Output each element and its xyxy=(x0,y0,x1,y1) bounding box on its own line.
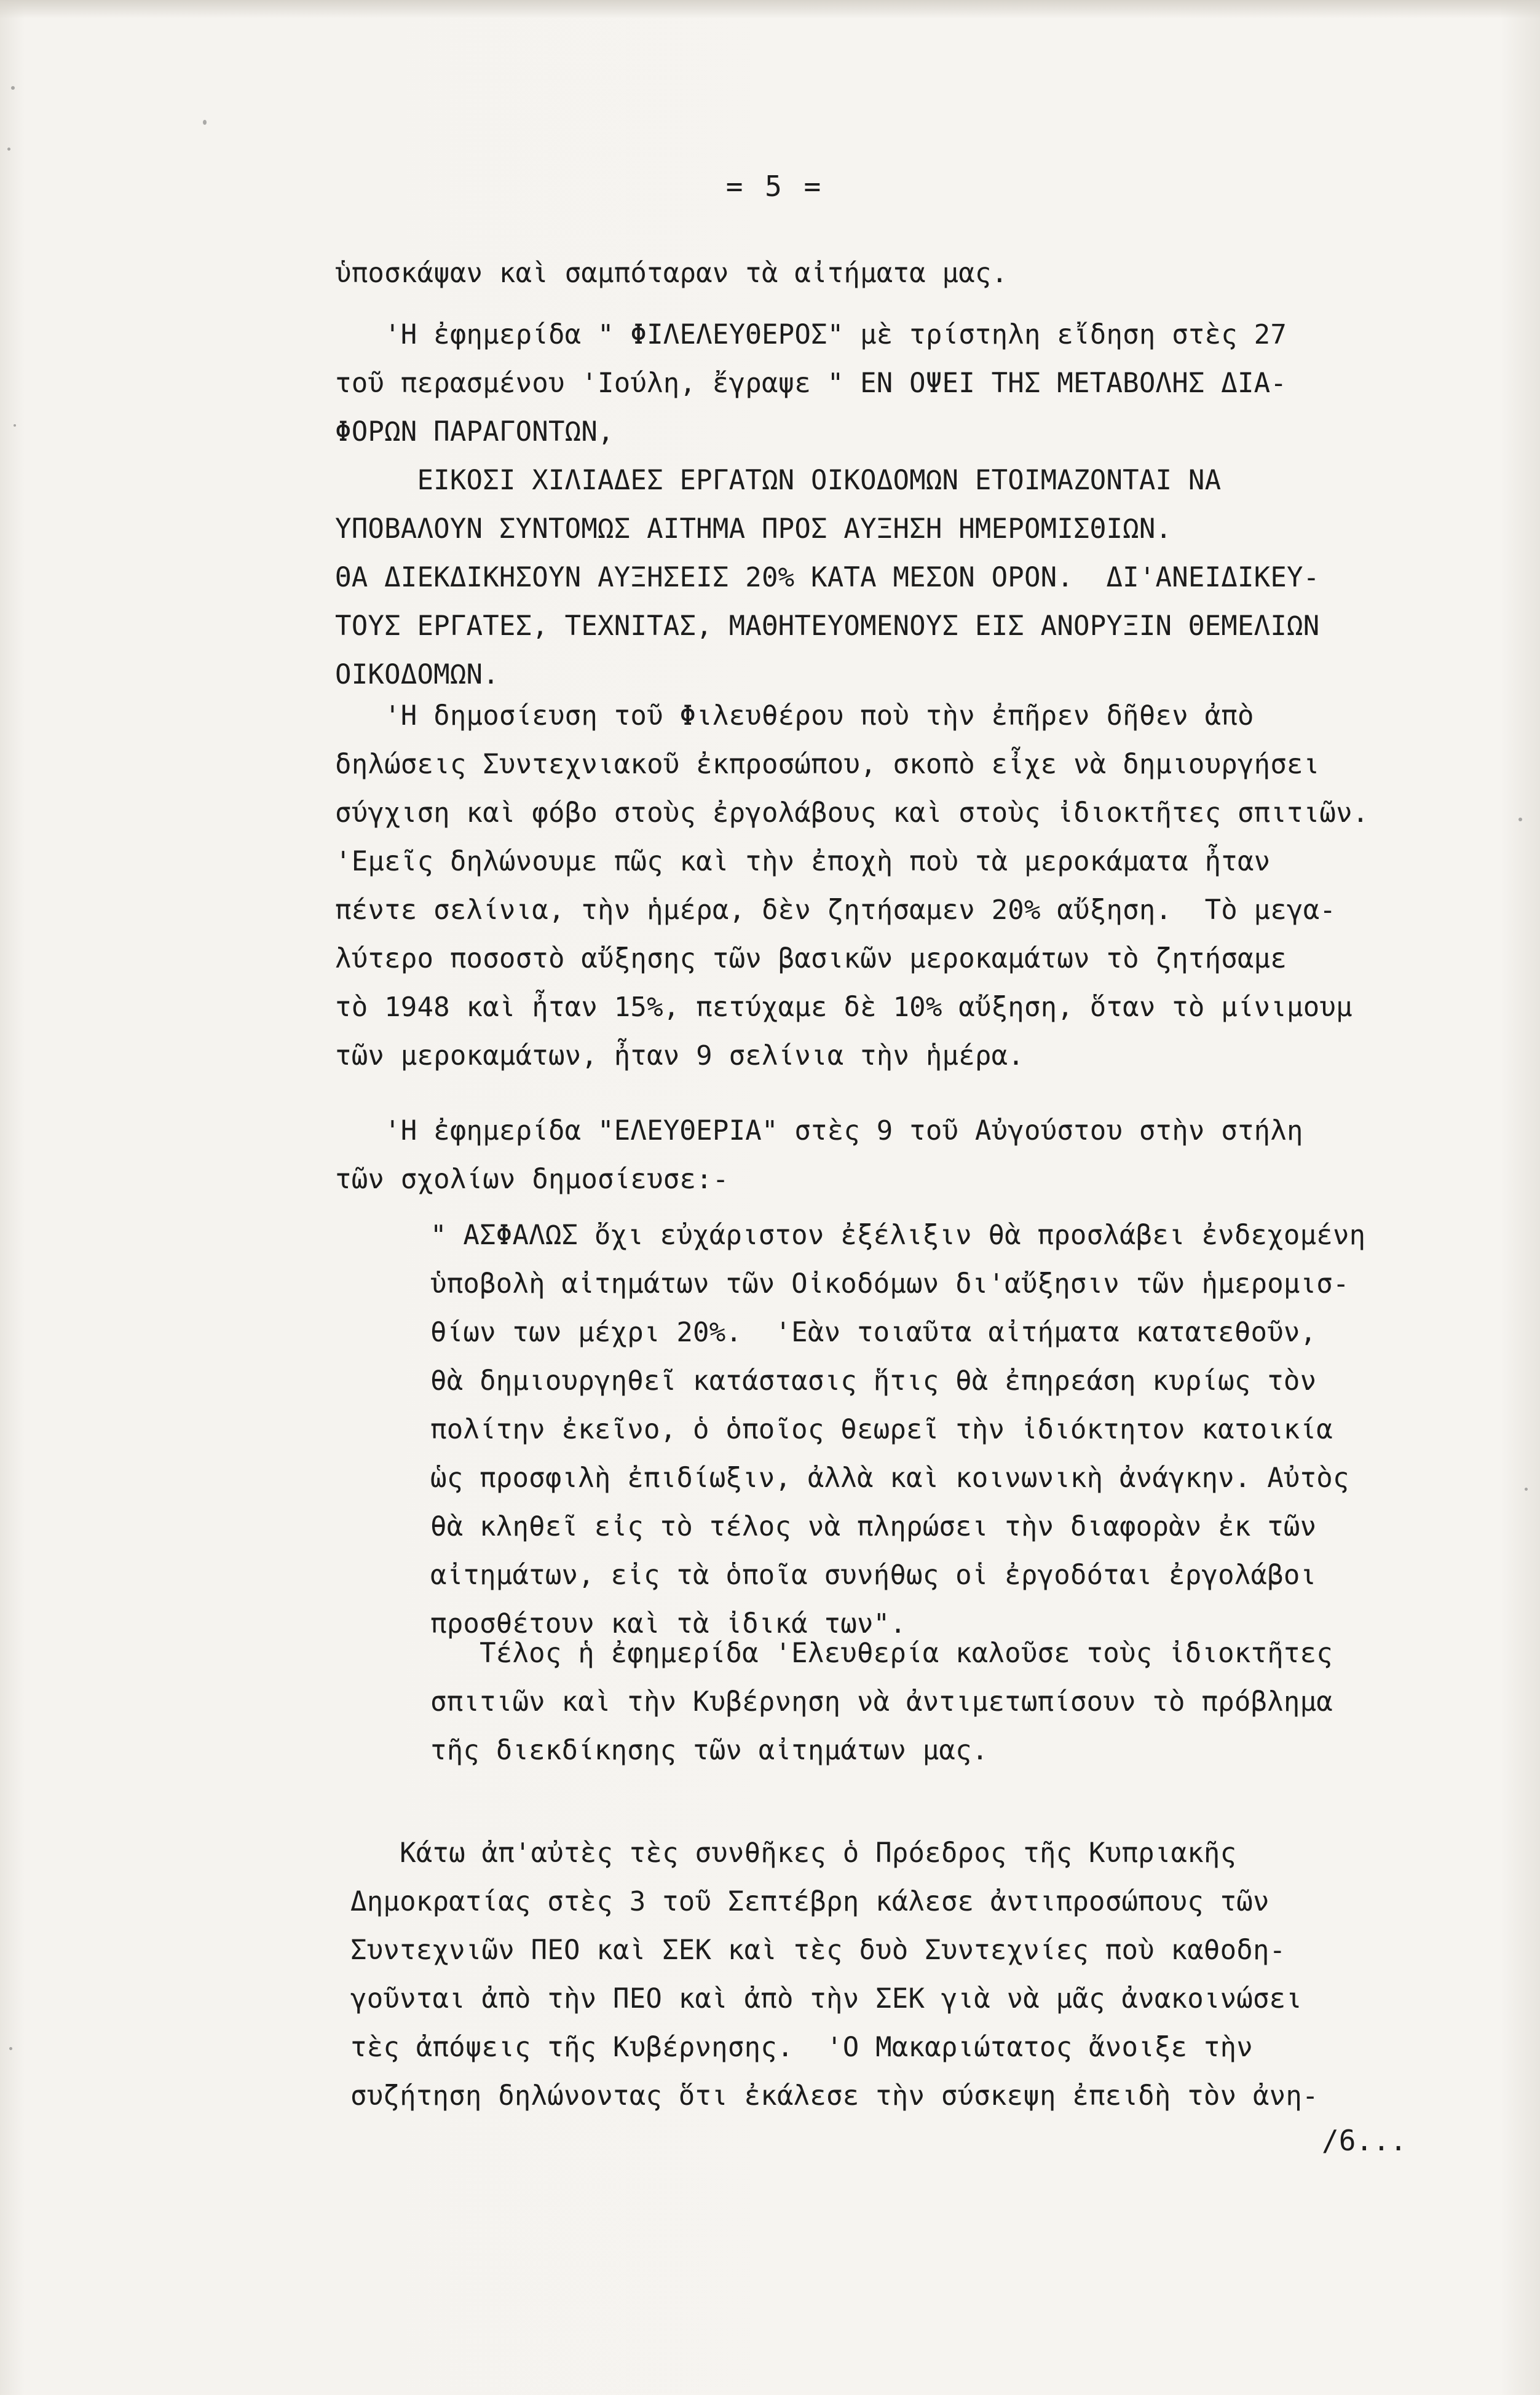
text-line: 'Εμεῖς δηλώνουμε πῶς καὶ τὴν ἐποχὴ ποὺ τὰ μεροκάματα ἦταν xyxy=(335,846,1271,877)
text-line: θίων των μέχρι 20%. 'Εὰν τοιαῦτα αἰτήματα κατατεθοῦν, xyxy=(430,1317,1317,1348)
text-line: τῆς διεκδίκησης τῶν αἰτημάτων μας. xyxy=(430,1735,989,1766)
text-line: ΕΙΚΟΣΙ ΧΙΛΙΑΔΕΣ ΕΡΓΑΤΩΝ ΟΙΚΟΔΟΜΩΝ ΕΤΟΙΜΑΖΟΝΤΑΙ ΝΑ xyxy=(335,465,1222,496)
text-line: Συντεχνιῶν ΠΕΟ καὶ ΣΕΚ καὶ τὲς δυὸ Συντεχνίες ποὺ καθοδη- xyxy=(350,1935,1286,1966)
text-line: Κάτω ἀπ'αὐτὲς τὲς συνθῆκες ὁ Πρόεδρος τῆς Κυπριακῆς xyxy=(350,1837,1237,1869)
scan-speck xyxy=(11,86,15,90)
text-line: συζήτηση δηλώνοντας ὅτι ἐκάλεσε τὴν σύσκεψη ἐπειδὴ τὸν ἀνη- xyxy=(350,2080,1319,2112)
text-line: ΘΑ ΔΙΕΚΔΙΚΗΣΟΥΝ ΑΥΞΗΣΕΙΣ 20% ΚΑΤΑ ΜΕΣΟΝ ΟΡΟΝ. ΔΙ'ΑΝΕΙΔΙΚΕΥ- xyxy=(335,562,1320,593)
scan-speck xyxy=(1518,818,1522,821)
page-number: = 5 = xyxy=(725,170,824,203)
scan-speck xyxy=(203,120,207,125)
text-line: 'Η ἐφημερίδα "ΕΛΕΥΘΕΡΙΑ" στὲς 9 τοῦ Αὐγούστου στὴν στήλη xyxy=(335,1115,1303,1146)
text-line: σπιτιῶν καὶ τὴν Κυβέρνηση νὰ ἀντιμετωπίσουν τὸ πρόβλημα xyxy=(430,1686,1333,1718)
text-line: ΤΟΥΣ ΕΡΓΑΤΕΣ, ΤΕΧΝΙΤΑΣ, ΜΑΘΗΤΕΥΟΜΕΝΟΥΣ ΕΙΣ ΑΝΟΡΥΞΙΝ ΘΕΜΕΛΙΩΝ xyxy=(335,610,1320,642)
text-line: ΦΟΡΩΝ ΠΑΡΑΓΟΝΤΩΝ, xyxy=(335,416,614,448)
text-line: προσθέτουν καὶ τὰ ἰδικά των". xyxy=(430,1608,907,1639)
text-line: 'Η δημοσίευση τοῦ Φιλευθέρου ποὺ τὴν ἐπῆρεν δῆθεν ἀπὸ xyxy=(335,700,1254,732)
scan-top-edge xyxy=(0,0,1540,18)
text-line: θὰ κληθεῖ εἰς τὸ τέλος νὰ πληρώσει τὴν διαφορὰν ἐκ τῶν xyxy=(430,1511,1317,1542)
text-line: τοῦ περασμένου 'Ιούλη, ἔγραψε " ΕΝ ΟΨΕΙ ΤΗΣ ΜΕΤΑΒΟΛΗΣ ΔΙΑ- xyxy=(335,368,1287,399)
text-line: αἰτημάτων, εἰς τὰ ὁποῖα συνήθως οἱ ἐργοδόται ἐργολάβοι xyxy=(430,1560,1317,1591)
text-line: τῶν σχολίων δημοσίευσε:- xyxy=(335,1164,729,1195)
text-line: τὸ 1948 καὶ ἦταν 15%, πετύχαμε δὲ 10% αὔξηση, ὅταν τὸ μίνιμουμ xyxy=(335,992,1352,1023)
text-line: Δημοκρατίας στὲς 3 τοῦ Σεπτέβρη κάλεσε ἀντιπροσώπους τῶν xyxy=(350,1886,1270,1917)
paragraph-7 xyxy=(350,1829,1319,2120)
text-line: ὡς προσφιλὴ ἐπιδίωξιν, ἀλλὰ καὶ κοινωνικὴ ἀνάγκην. Αὐτὸς xyxy=(430,1462,1349,1494)
text-line: δηλώσεις Συντεχνιακοῦ ἐκπροσώπου, σκοπὸ εἶχε νὰ δημιουργήσει xyxy=(335,749,1320,780)
text-line: λύτερο ποσοστὸ αὔξησης τῶν βασικῶν μεροκαμάτων τὸ ζητήσαμε xyxy=(335,943,1287,974)
text-line: 'Η ἐφημερίδα " ΦΙΛΕΛΕΥΘΕΡΟΣ" μὲ τρίστηλη εἴδηση στὲς 27 xyxy=(335,319,1287,350)
scan-speck xyxy=(1525,1488,1528,1491)
paragraph-4 xyxy=(335,1107,1303,1204)
text-line: πολίτην ἐκεῖνο, ὁ ὁποῖος θεωρεῖ τὴν ἰδιόκτητον κατοικία xyxy=(430,1414,1333,1445)
text-line: θὰ δημιουργηθεῖ κατάστασις ἥτις θὰ ἐπηρεάση κυρίως τὸν xyxy=(430,1365,1317,1397)
text-line: ὑποβολὴ αἰτημάτων τῶν Οἰκοδόμων δι'αὔξησιν τῶν ἡμερομισ- xyxy=(430,1268,1349,1300)
text-line: " ΑΣΦΑΛΩΣ ὄχι εὐχάριστον ἐξέλιξιν θὰ προσλάβει ἐνδεχομένη xyxy=(430,1220,1366,1251)
paragraph-6 xyxy=(430,1629,1333,1775)
quoted-passage xyxy=(430,1211,1365,1648)
text-line: ὑποσκάψαν καὶ σαμπόταραν τὰ αἰτήματα μας. xyxy=(335,258,1008,289)
text-line: τῶν μεροκαμάτων, ἦταν 9 σελίνια τὴν ἡμέρα. xyxy=(335,1040,1024,1071)
scan-speck xyxy=(9,2047,12,2050)
text-line: ΥΠΟΒΑΛΟΥΝ ΣΥΝΤΟΜΩΣ ΑΙΤΗΜΑ ΠΡΟΣ ΑΥΞΗΣΗ ΗΜΕΡΟΜΙΣΘΙΩΝ. xyxy=(335,513,1172,545)
text-line: τὲς ἀπόψεις τῆς Κυβέρνησης. 'Ο Μακαριώτατος ἄνοιξε τὴν xyxy=(350,2032,1253,2063)
text-line: σύγχιση καὶ φόβο στοὺς ἐργολάβους καὶ στοὺς ἰδιοκτῆτες σπιτιῶν. xyxy=(335,797,1369,829)
text-line: πέντε σελίνια, τὴν ἡμέρα, δὲν ζητήσαμεν 20% αὔξηση. Τὸ μεγα- xyxy=(335,894,1337,926)
paragraph-2 xyxy=(335,310,1319,699)
text-line: γοῦνται ἀπὸ τὴν ΠΕΟ καὶ ἀπὸ τὴν ΣΕΚ γιὰ νὰ μᾶς ἀνακοινώσει xyxy=(350,1983,1303,2014)
text-line: ΟΙΚΟΔΟΜΩΝ. xyxy=(335,659,499,690)
scan-speck xyxy=(14,424,16,427)
paragraph-1 xyxy=(335,249,1008,298)
text-line: Τέλος ἡ ἐφημερίδα 'Ελευθερία καλοῦσε τοὺς ἰδιοκτῆτες xyxy=(430,1638,1333,1669)
paragraph-3 xyxy=(335,692,1369,1080)
continuation-marker: /6... xyxy=(1322,2124,1407,2157)
scan-speck xyxy=(7,148,10,151)
